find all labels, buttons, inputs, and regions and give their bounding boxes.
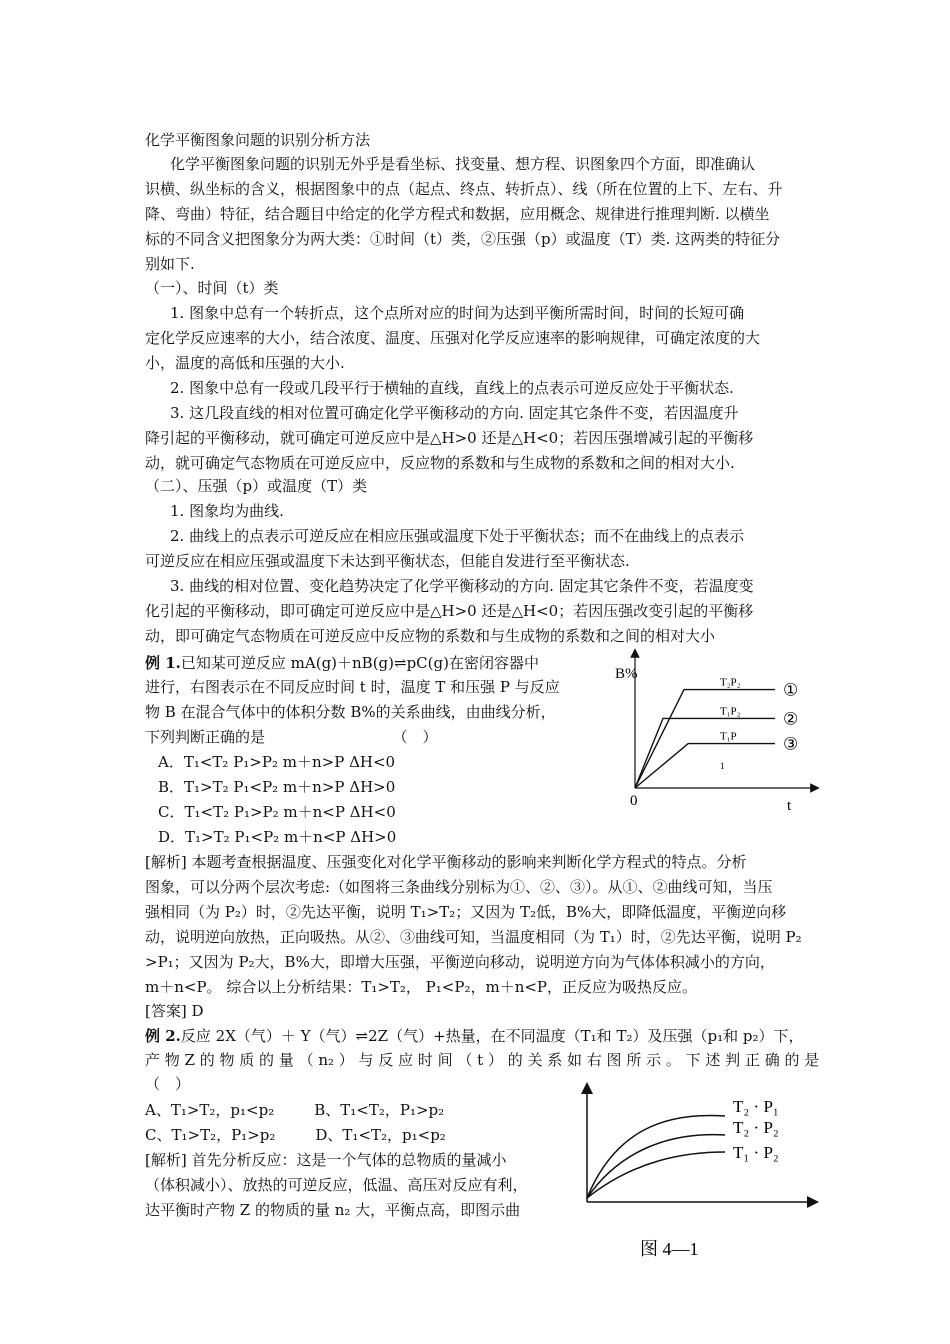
body-line: 2. 图象中总有一段或几段平行于横轴的直线，直线上的点表示可逆反应处于平衡状态. [170,379,734,397]
intro-line: 识横、纵坐标的含义，根据图象中的点（起点、终点、转折点）、线（所在位置的上下、左右、升 [145,180,783,198]
label-t2-p1: T₂ · P₁ [733,1097,779,1116]
curve-2 [635,718,775,788]
curve-3 [635,744,775,788]
answer: [答案] D [145,1002,204,1020]
stem-line: 进行，右图表示在不同反应时间 t 时，温度 T 和压强 P 与反应 [145,678,560,696]
stem-line: 物 B 在混合气体中的体积分数 B%的关系曲线，由曲线分析， [145,703,556,721]
body-line: 2. 曲线上的点表示可逆反应在相应压强或温度下处于平衡状态；而不在曲线上的点表示 [170,527,745,545]
example-label: 例 2. [145,1027,181,1045]
body-line: 3. 曲线的相对位置、变化趋势决定了化学平衡移动的方向. 固定其它条件不变，若温度变 [170,577,754,595]
example-1-stem [145,651,539,675]
example-2-stem [145,1024,803,1048]
option-d: D．T₁>T₂ P₁<P₂ m＋n<P ΔH>0 [158,828,397,846]
label-t1-p2: T₁ · P₂ [733,1143,779,1162]
y-axis-label: B% [615,666,638,682]
body-line: 定化学反应速率的大小，结合浓度、温度、压强对化学反应速率的影响规律，可确定浓度的大 [145,329,761,347]
curve-mark-2: ② [783,709,799,729]
intro-line: 化学平衡图象问题的识别无外乎是看坐标、找变量、想方程、识图象四个方面，即准确认 [170,155,756,173]
option-d: D、T₁<T₂，p₁<p₂ [315,1126,446,1144]
stem-line: 产 物 Z 的 物 质 的 量 （ n₂ ） 与 反 应 时 间 （ t ） 的 关 系 如 右 图 所 示 。 下 述 判 正 确 的 是 [145,1051,820,1069]
b-percent-chart [600,645,830,820]
intro-line: 降、弯曲）特征，结合题目中给定的化学方程式和数据，应用概念、规律进行推理判断. 以横坐 [145,205,770,223]
curve-t1-p2 [587,1152,725,1198]
analysis-line: （体积减小）、放热的可逆反应，低温、高压对反应有利， [145,1176,528,1194]
label-t2-p2: T₂ · P₂ [733,1118,779,1137]
analysis-line: [解析] 本题考查根据温度、压强变化对化学平衡移动的影响来判断化学方程式的特点。分析 [145,853,747,871]
stray-mark: 1 [720,761,725,771]
curve-label-1: T₂P₂ [720,676,741,689]
body-line: 小，温度的高低和压强的大小. [145,354,345,372]
option-row [145,1123,446,1147]
stem-text: 反应 2X（气）＋ Y（气）⇌2Z（气）+热量，在不同温度（T₁和 T₂）及压强（p₁和 p₂）下， [180,1027,804,1045]
curve-mark-1: ① [783,680,799,700]
stem-line: 下列判断正确的是 （ ） [145,728,438,746]
body-line: 1. 图象中总有一个转折点，这个点所对应的时间为达到平衡所需时间，时间的长短可确 [170,304,745,322]
analysis-line: 强相同（为 P₂）时，②先达平衡，说明 T₁>T₂；又因为 T₂低，B%大，即降低温度，平衡逆向移 [145,903,787,921]
page-title: 化学平衡图象问题的识别分析方法 [145,131,371,149]
stem-line: （ ） [145,1075,191,1093]
analysis-line: 动，说明逆向放热，正向吸热。从②、③曲线可知，当温度相同（为 T₁）时，②先达平衡，说明 P₂ [145,928,802,946]
body-line: 3. 这几段直线的相对位置可确定化学平衡移动的方向. 固定其它条件不变，若因温度升 [170,404,739,422]
intro-line: 标的不同含义把图象分为两大类：①时间（t）类，②压强（p）或温度（T）类. 这两类的特征分 [145,230,781,248]
curve-t2-p2 [587,1135,725,1198]
curve-t2-p1 [587,1115,725,1198]
stem-text: 已知某可逆反应 mA(g)＋nB(g)⇌pC(g)在密闭容器中 [180,654,539,672]
example-label: 例 1. [145,654,181,672]
body-line: 1. 图象均为曲线. [170,502,284,520]
option-c: C、T₁>T₂，P₁>p₂ [145,1126,276,1144]
intro-line: 别如下. [145,255,195,273]
option-c: C．T₁<T₂ P₁>P₂ m＋n<P ΔH<0 [158,803,396,821]
body-line: 可逆反应在相应压强或温度下未达到平衡状态，但能自发进行至平衡状态. [145,552,630,570]
body-line: 降引起的平衡移动，就可确定可逆反应中是△H>0 还是△H<0；若因压强增减引起的平衡移 [145,429,754,447]
analysis-line: 达平衡时产物 Z 的物质的量 n₂ 大，平衡点高，即图示曲 [145,1201,521,1219]
option-row [145,1098,444,1122]
analysis-line: >P₁；又因为 P₂大，B%大，即增大压强，平衡逆向移动，说明逆方向为气体体积减小的方向， [145,953,775,971]
curve-1 [635,690,775,788]
option-b: B、T₁<T₂，P₁>p₂ [314,1101,445,1119]
body-line: 动，就可确定气态物质在可逆反应中，反应物的系数和与生成物的系数和之间的相对大小. [145,454,735,472]
option-a: A．T₁<T₂ P₁>P₂ m＋n>P ΔH<0 [158,753,396,771]
x-axis-label: t [787,798,792,814]
option-b: B．T₁>T₂ P₁<P₂ m＋n>P ΔH>0 [158,778,396,796]
analysis-line: [解析] 首先分析反应：这是一个气体的总物质的量减小 [145,1151,507,1169]
figure-caption: 图 4—1 [640,1239,699,1259]
section-heading: （一）、时间（t）类 [145,279,279,297]
body-line: 化引起的平衡移动，即可确定可逆反应中是△H>0 还是△H<0；若因压强改变引起的平衡移 [145,602,754,620]
origin-label: 0 [630,793,638,809]
body-line: 动，即可确定气态物质在可逆反应中反应物的系数和与生成物的系数和之间的相对大小 [145,627,716,645]
analysis-line: 图象，可以分两个层次考虑:（如图将三条曲线分别标为①、②、③）。从①、②曲线可知，当压 [145,878,773,896]
curve-label-3: T₁P [720,730,737,743]
curve-label-2: T₁P₂ [720,705,741,718]
option-a: A、T₁>T₂，p₁<p₂ [145,1101,275,1119]
n2-time-chart [575,1080,825,1270]
analysis-line: m＋n<P。 综合以上分析结果：T₁>T₂， P₁<P₂，m＋n<P，正反应为吸热反应。 [145,978,698,996]
section-heading: （二）、压强（p）或温度（T）类 [145,477,368,495]
curve-mark-3: ③ [783,734,799,754]
